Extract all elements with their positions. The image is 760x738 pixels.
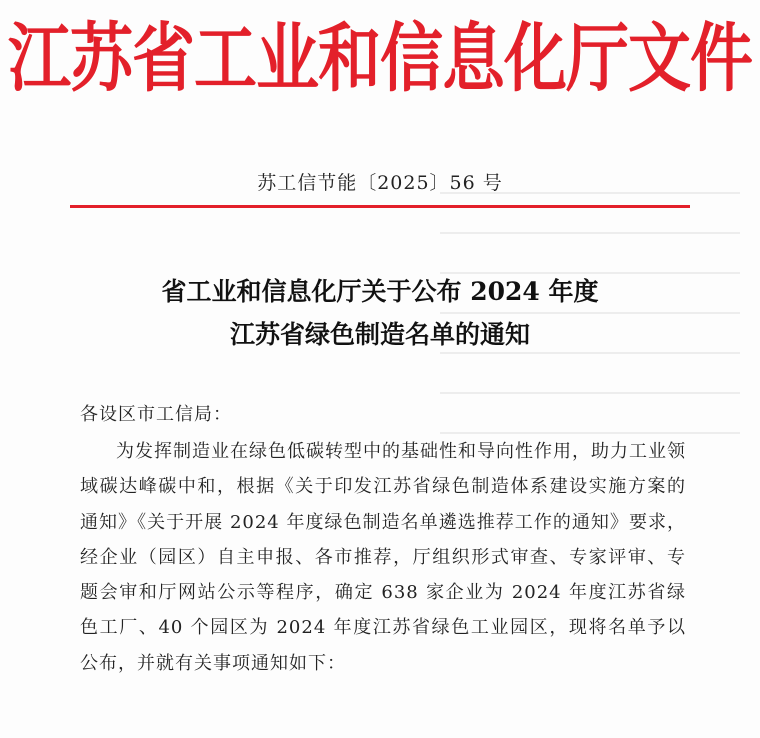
notice-title-line-1: 省工业和信息化厅关于公布 2024 年度	[161, 277, 599, 306]
document-masthead: 江苏省工业和信息化厅文件	[8, 15, 752, 102]
notice-body-paragraph: 为发挥制造业在绿色低碳转型中的基础性和导向性作用，助力工业领域碳达峰碳中和，根据《关于印发江苏省绿色制造体系建设实施方案的通知》《关于开展 2024 年度绿色制造名单遴选推荐工作的通知》要求，经企业（园区）自主申报、各市推荐，厅组织形式审查、专家评审、专题会审和厅网站公示等程序，确定 638 家企业为 2024 年度江苏省绿色工厂、40 个园区为 2024 年度江苏省绿色工业园区，现将名单予以公布，并就有关事项通知如下：	[80, 441, 686, 674]
notice-title-line-2: 江苏省绿色制造名单的通知	[229, 320, 530, 349]
notice-title	[0, 270, 760, 356]
salutation: 各设区市工信局：	[80, 404, 232, 425]
document-number: 苏工信节能〔2025〕56 号	[257, 172, 503, 194]
red-divider-line	[70, 205, 690, 208]
